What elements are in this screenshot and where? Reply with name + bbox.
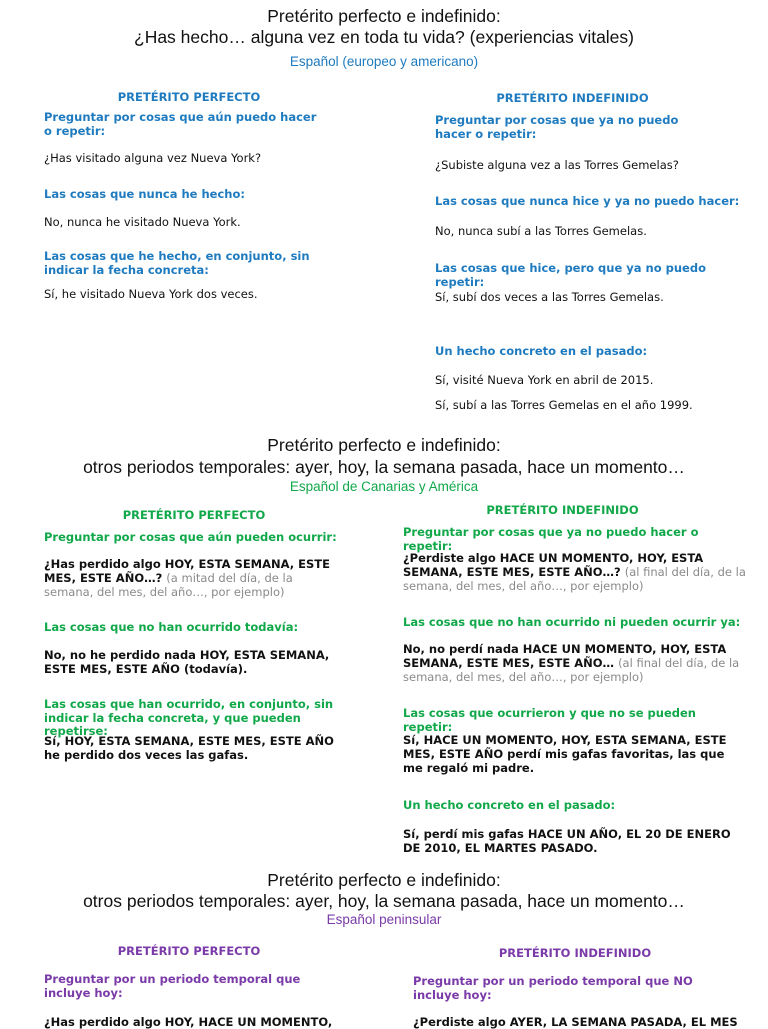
section1-left-a3: Sí, he visitado Nueva York dos veces. <box>44 287 258 301</box>
section3-right-heading: PRETÉRITO INDEFINIDO <box>498 946 652 960</box>
section1-right-q4: Un hecho concreto en el pasado: <box>435 344 648 358</box>
section1-right-a2: No, nunca subí a las Torres Gemelas. <box>435 224 647 238</box>
section1-title-line2: ¿Has hecho… alguna vez en toda tu vida? (experiencias vitales) <box>134 27 634 47</box>
section2-right-a4: Sí, perdí mis gafas HACE UN AÑO, EL 20 DE ENERO DE 2010, EL MARTES PASADO. <box>403 827 731 855</box>
section2-left-q3: Las cosas que han ocurrido, en conjunto, sin indicar la fecha concreta, y que pueden repetirse: <box>44 697 334 738</box>
section2-right-a2 <box>403 642 748 684</box>
section1-subtitle: Español (europeo y americano) <box>289 54 479 69</box>
section2-left-q2: Las cosas que no han ocurrido todavía: <box>44 620 299 634</box>
section1-left-q1: Preguntar por cosas que aún puedo hacer o repetir: <box>44 110 317 138</box>
section1-left-a2: No, nunca he visitado Nueva York. <box>44 215 241 229</box>
section2-left-a1-note: (a mitad del día, de la semana, del mes, del año…, por ejemplo) <box>44 571 293 599</box>
section2-left-a1-text: ¿Has perdido algo HOY, ESTA SEMANA, ESTE MES, ESTE AÑO…? <box>44 557 330 585</box>
section1-title-line1: Pretérito perfecto e indefinido: <box>267 6 501 26</box>
section3-left-heading: PRETÉRITO PERFECTO <box>117 944 261 958</box>
section1-right-a1: ¿Subiste alguna vez a las Torres Gemelas? <box>435 158 679 172</box>
section1-right-a4b: Sí, subí a las Torres Gemelas en el año 1999. <box>435 398 693 412</box>
section3-subtitle: Español peninsular <box>326 912 442 927</box>
section2-subtitle: Español de Canarias y América <box>289 479 479 494</box>
section1-left-q2: Las cosas que nunca he hecho: <box>44 187 245 201</box>
section2-left-heading: PRETÉRITO PERFECTO <box>122 508 266 522</box>
section3-left-q1: Preguntar por un periodo temporal que incluye hoy: <box>44 972 301 1000</box>
section2-left-a1 <box>44 557 344 599</box>
section1-left-heading: PRETÉRITO PERFECTO <box>117 90 261 104</box>
section2-right-q2: Las cosas que no han ocurrido ni pueden ocurrir ya: <box>403 615 741 629</box>
section1-right-a4a: Sí, visité Nueva York en abril de 2015. <box>435 373 654 387</box>
section2-title-line1: Pretérito perfecto e indefinido: <box>267 435 501 455</box>
section2-right-q4: Un hecho concreto en el pasado: <box>403 798 616 812</box>
section2-right-a1-text: ¿Perdiste algo HACE UN MOMENTO, HOY, ESTA SEMANA, ESTE MES, ESTE AÑO…? <box>403 551 704 579</box>
section2-title-line2: otros periodos temporales: ayer, hoy, la semana pasada, hace un momento… <box>83 457 685 477</box>
section3-right-a1: ¿Perdiste algo AYER, LA SEMANA PASADA, EL MES <box>413 1015 738 1029</box>
section2-right-q3: Las cosas que ocurrieron y que no se pueden repetir: <box>403 706 696 734</box>
section1-right-q3: Las cosas que hice, pero que ya no puedo repetir: <box>435 261 706 289</box>
section2-right-heading: PRETÉRITO INDEFINIDO <box>486 503 639 517</box>
section2-right-a1 <box>403 551 748 593</box>
section2-right-a2-note: (al final del día, de la semana, del mes, del año…, por ejemplo) <box>403 656 740 684</box>
section1-left-a1: ¿Has visitado alguna vez Nueva York? <box>44 151 262 165</box>
section3-left-a1: ¿Has perdido algo HOY, HACE UN MOMENTO, <box>44 1015 333 1029</box>
section2-right-q1: Preguntar por cosas que ya no puedo hacer o repetir: <box>403 525 699 553</box>
section1-left-q3: Las cosas que he hecho, en conjunto, sin indicar la fecha concreta: <box>44 249 310 277</box>
section2-left-q1: Preguntar por cosas que aún pueden ocurrir: <box>44 530 337 544</box>
section2-right-a3: Sí, HACE UN MOMENTO, HOY, ESTA SEMANA, ESTE MES, ESTE AÑO perdí mis gafas favoritas, las que me regaló mi padre. <box>403 733 727 775</box>
section1-right-q1: Preguntar por cosas que ya no puedo hacer o repetir: <box>435 113 679 141</box>
section3-title-line1: Pretérito perfecto e indefinido: <box>267 870 501 890</box>
section3-title-line2: otros periodos temporales: ayer, hoy, la semana pasada, hace un momento… <box>83 891 685 911</box>
section2-left-a2: No, no he perdido nada HOY, ESTA SEMANA, ESTE MES, ESTE AÑO (todavía). <box>44 648 330 676</box>
section2-left-a3: Sí, HOY, ESTA SEMANA, ESTE MES, ESTE AÑO he perdido dos veces las gafas. <box>44 734 334 762</box>
section1-right-a3: Sí, subí dos veces a las Torres Gemelas. <box>435 290 664 304</box>
section2-right-a1-note: (al final del día, de la semana, del mes, del año…, por ejemplo) <box>403 565 746 593</box>
section1-right-q2: Las cosas que nunca hice y ya no puedo hacer: <box>435 194 740 208</box>
section1-right-heading: PRETÉRITO INDEFINIDO <box>496 91 649 105</box>
section2-right-a2-text: No, no perdí nada HACE UN MOMENTO, HOY, ESTA SEMANA, ESTE MES, ESTE AÑO… <box>403 642 727 670</box>
section3-right-q1: Preguntar por un periodo temporal que NO incluye hoy: <box>413 974 693 1002</box>
